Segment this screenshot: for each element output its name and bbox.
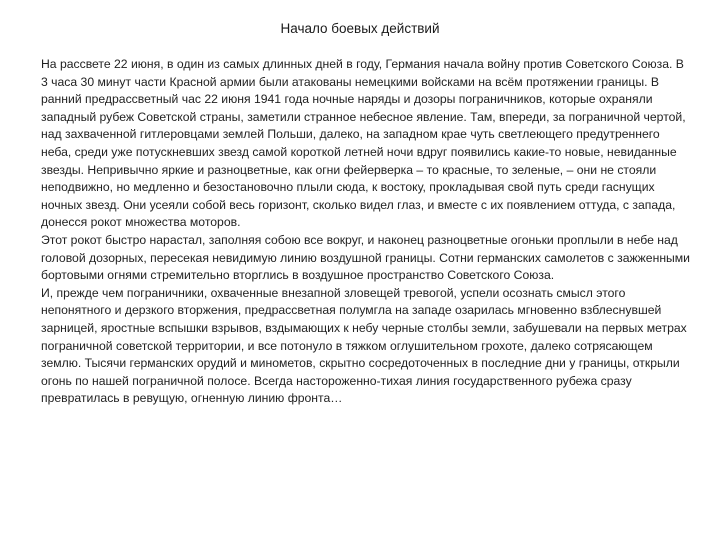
body-text [41,56,691,408]
paragraph: На рассвете 22 июня, в один из самых длинных дней в году, Германия начала войну против Советского Союза. В 3 часа 30 минут части Красной армии были атакованы немецкими войсками на всём протяжении границы. В ранний предрассветный час 22 июня 1941 года ночные наряды и дозоры пограничников, которые охраняли западный рубеж Советской страны, заметили странное небесное явление. Там, впереди, за пограничной чертой, над захваченной гитлеровцами землей Польши, далеко, на западном крае чуть светлеющего предутреннего неба, среди уже потускневших звезд самой короткой летней ночи вдруг появились какие-то новые, невиданные звезды. Непривычно яркие и разноцветные, как огни фейерверка – то красные, то зеленые, – они не стояли неподвижно, но медленно и безостановочно плыли сюда, к востоку, прокладывая свой путь среди гаснущих ночных звезд. Они усеяли собой весь горизонт, сколько видел глаз, и вместе с их появлением оттуда, с запада, донесся рокот множества моторов. [41,57,686,230]
slide-title: Начало боевых действий [280,21,440,36]
paragraph: И, прежде чем пограничники, охваченные внезапной зловещей тревогой, успели осознать смысл этого непонятного и дерзкого вторжения, предрассветная полумгла на западе озарилась мгновенно взблеснувшей зарницей, яростные вспышки взрывов, вздымающих к небу черные столбы земли, забушевали на первых метрах пограничной советской территории, и все потонуло в тяжком оглушительном грохоте, далеко сотрясающем землю. Тысячи германских орудий и минометов, скрытно сосредоточенных в последние дни у границы, открыли огонь по нашей пограничной полосе. Всегда настороженно-тихая линия государственного рубежа сразу превратилась в ревущую, огненную линию фронта… [41,285,687,406]
paragraph: Этот рокот быстро нарастал, заполняя собою все вокруг, и наконец разноцветные огоньки проплыли в небе над головой дозорных, пересекая невидимую линию воздушной границы. Сотни германских самолетов с зажженными бортовыми огнями стремительно вторглись в воздушное пространство Советского Союза. [41,232,690,283]
